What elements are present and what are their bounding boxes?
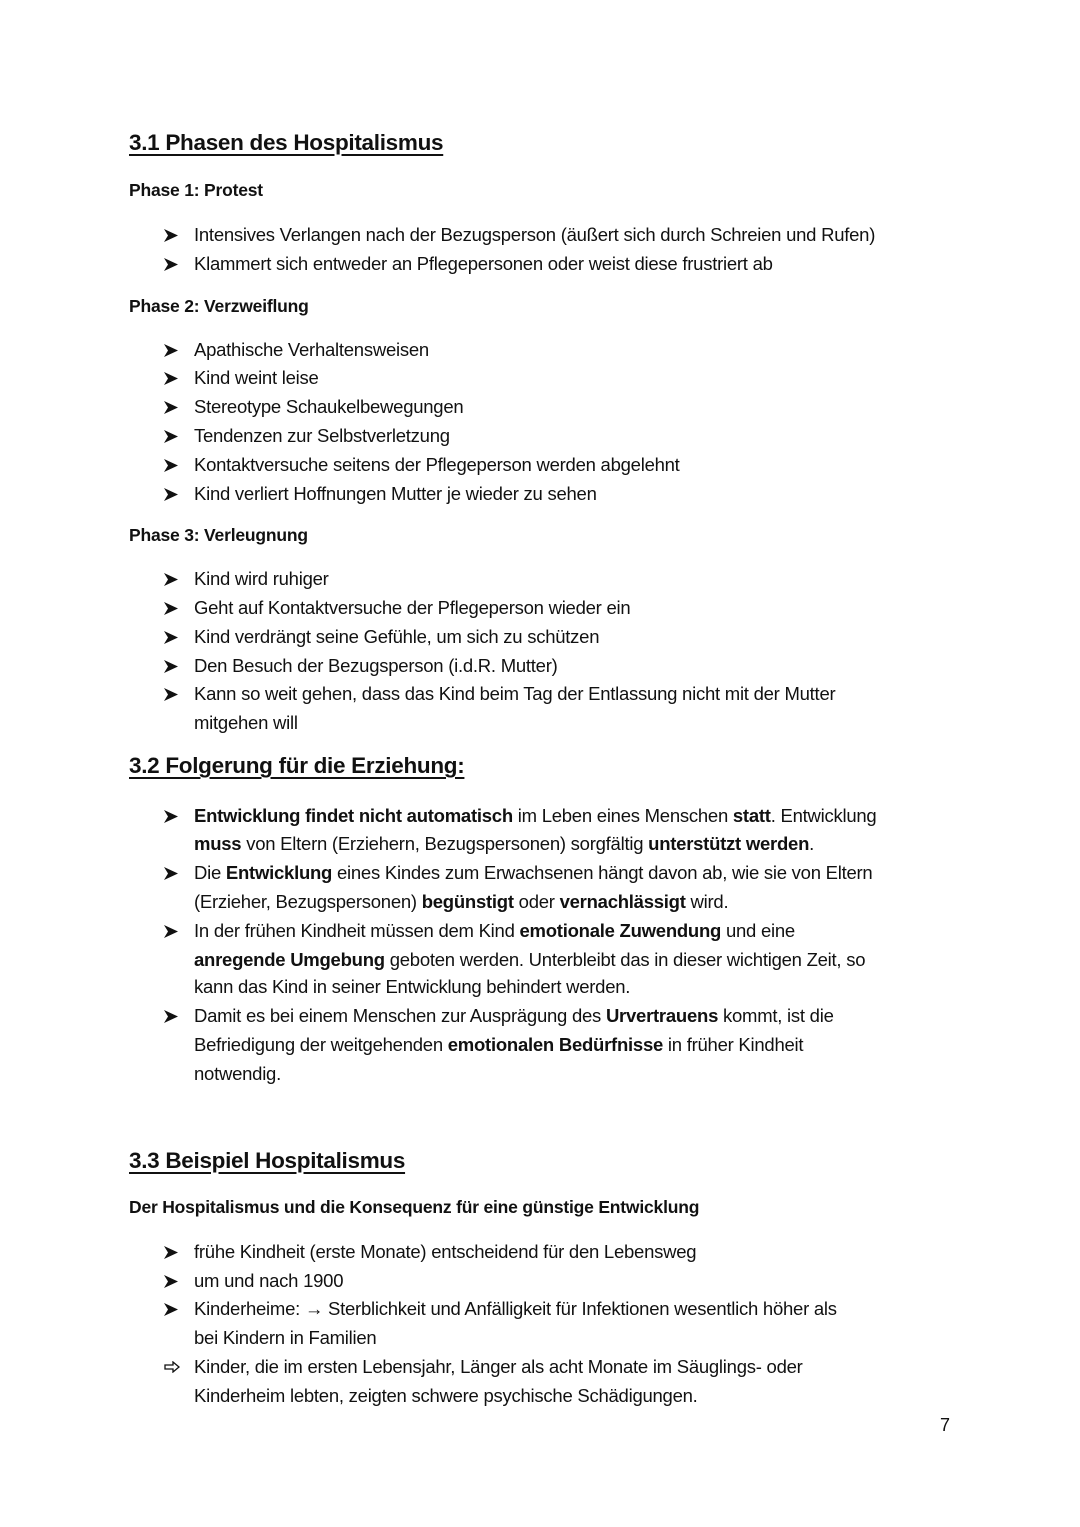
paragraph-line: notwendig. [194,1063,281,1084]
text: und eine [721,920,795,941]
list-item: Tendenzen zur Selbstverletzung [194,425,450,446]
arrowhead-bullet-icon [163,919,183,943]
phase-3-heading: Phase 3: Verleugnung [129,525,308,545]
arrowhead-bullet-icon [163,252,183,276]
arrowhead-bullet-icon [163,366,183,390]
subsection-heading: Der Hospitalismus und die Konsequenz für eine günstige Entwicklung [129,1197,700,1217]
list-item-continuation: mitgehen will [194,712,298,733]
paragraph-line [194,890,728,914]
text: von Eltern (Erziehern, Bezugspersonen) sorgfältig [241,833,649,854]
list-item: Apathische Verhaltensweisen [194,339,429,360]
paragraph-line [194,804,876,828]
list-item-continuation: bei Kindern in Familien [194,1327,377,1348]
list-item: Kontaktversuche seitens der Pflegeperson werden abgelehnt [194,454,680,475]
emphasis: vernachlässigt [559,891,686,912]
page-number: 7 [940,1415,951,1435]
arrowhead-bullet-icon [163,625,183,649]
arrowhead-bullet-icon [163,482,183,506]
list-item: Kind weint leise [194,367,319,388]
list-item: Kinderheime: → Sterblichkeit und Anfälligkeit für Infektionen wesentlich höher als [194,1298,837,1319]
outline-arrow-bullet-icon [163,1355,183,1379]
section-heading-3-1: 3.1 Phasen des Hospitalismus [129,130,444,155]
paragraph-line: kann das Kind in seiner Entwicklung behindert werden. [194,976,631,997]
arrowhead-bullet-icon [163,654,183,678]
text: Damit es bei einem Menschen zur Ausprägung des [194,1005,606,1026]
arrowhead-bullet-icon [163,453,183,477]
paragraph-line [194,948,865,972]
list-item: Kind verdrängt seine Gefühle, um sich zu schützen [194,626,600,647]
arrowhead-bullet-icon [163,223,183,247]
section-heading-3-3: 3.3 Beispiel Hospitalismus [129,1148,406,1173]
text: geboten werden. Unterbleibt das in dieser wichtigen Zeit, so [384,949,866,970]
paragraph-line [194,861,872,885]
emphasis: Entwicklung [225,862,333,883]
emphasis: Urvertrauens [605,1005,719,1026]
emphasis: muss [194,833,242,854]
arrowhead-bullet-icon [163,804,183,828]
text: im Leben eines Menschen [512,805,733,826]
list-item: Den Besuch der Bezugsperson (i.d.R. Mutter) [194,655,558,676]
paragraph-line [194,1033,803,1057]
paragraph-line [194,1004,834,1028]
emphasis: emotionale Zuwendung [519,920,722,941]
list-item: Kind verliert Hoffnungen Mutter je wieder zu sehen [194,483,597,504]
arrowhead-bullet-icon [163,424,183,448]
text: wird. [685,891,729,912]
list-item: Klammert sich entweder an Pflegepersonen oder weist diese frustriert ab [194,253,773,274]
arrowhead-bullet-icon [163,1297,183,1321]
phase-1-heading: Phase 1: Protest [129,180,263,200]
text: oder [513,891,560,912]
text: in früher Kindheit [663,1034,804,1055]
arrowhead-bullet-icon [163,338,183,362]
paragraph-line [194,919,795,943]
emphasis: statt [732,805,771,826]
text: In der frühen Kindheit müssen dem Kind [194,920,520,941]
emphasis: Entwicklung findet nicht automatisch [194,805,513,826]
conclusion-line: Kinder, die im ersten Lebensjahr, Länger als acht Monate im Säuglings- oder [194,1356,803,1377]
list-item: Kann so weit gehen, dass das Kind beim Tag der Entlassung nicht mit der Mutter [194,683,836,704]
phase-2-heading: Phase 2: Verzweiflung [129,296,309,316]
list-item: um und nach 1900 [194,1270,344,1291]
arrowhead-bullet-icon [163,567,183,591]
arrowhead-bullet-icon [163,1004,183,1028]
emphasis: emotionalen Bedürfnisse [447,1034,664,1055]
text: kommt, ist die [718,1005,834,1026]
arrowhead-bullet-icon [163,861,183,885]
arrowhead-bullet-icon [163,682,183,706]
conclusion-line: Kinderheim lebten, zeigten schwere psychische Schädigungen. [194,1385,698,1406]
text: . Entwicklung [770,805,877,826]
arrowhead-bullet-icon [163,1269,183,1293]
arrowhead-bullet-icon [163,395,183,419]
text: Befriedigung der weitgehenden [194,1034,448,1055]
list-item: Kind wird ruhiger [194,568,329,589]
text: (Erzieher, Bezugspersonen) [194,891,422,912]
text: eines Kindes zum Erwachsenen hängt davon ab, wie sie von Eltern [332,862,873,883]
arrowhead-bullet-icon [163,1240,183,1264]
text: Die [194,862,226,883]
list-item: Intensives Verlangen nach der Bezugsperson (äußert sich durch Schreien und Rufen) [194,224,876,245]
list-item: Geht auf Kontaktversuche der Pflegeperson wieder ein [194,597,631,618]
emphasis: unterstützt werden [648,833,810,854]
arrowhead-bullet-icon [163,596,183,620]
section-heading-3-2: 3.2 Folgerung für die Erziehung: [129,753,465,778]
paragraph-line [194,832,814,856]
emphasis: begünstigt [421,891,514,912]
list-item: frühe Kindheit (erste Monate) entscheidend für den Lebensweg [194,1241,697,1262]
text: . [809,833,815,854]
list-item: Stereotype Schaukelbewegungen [194,396,464,417]
emphasis: anregende Umgebung [194,949,385,970]
